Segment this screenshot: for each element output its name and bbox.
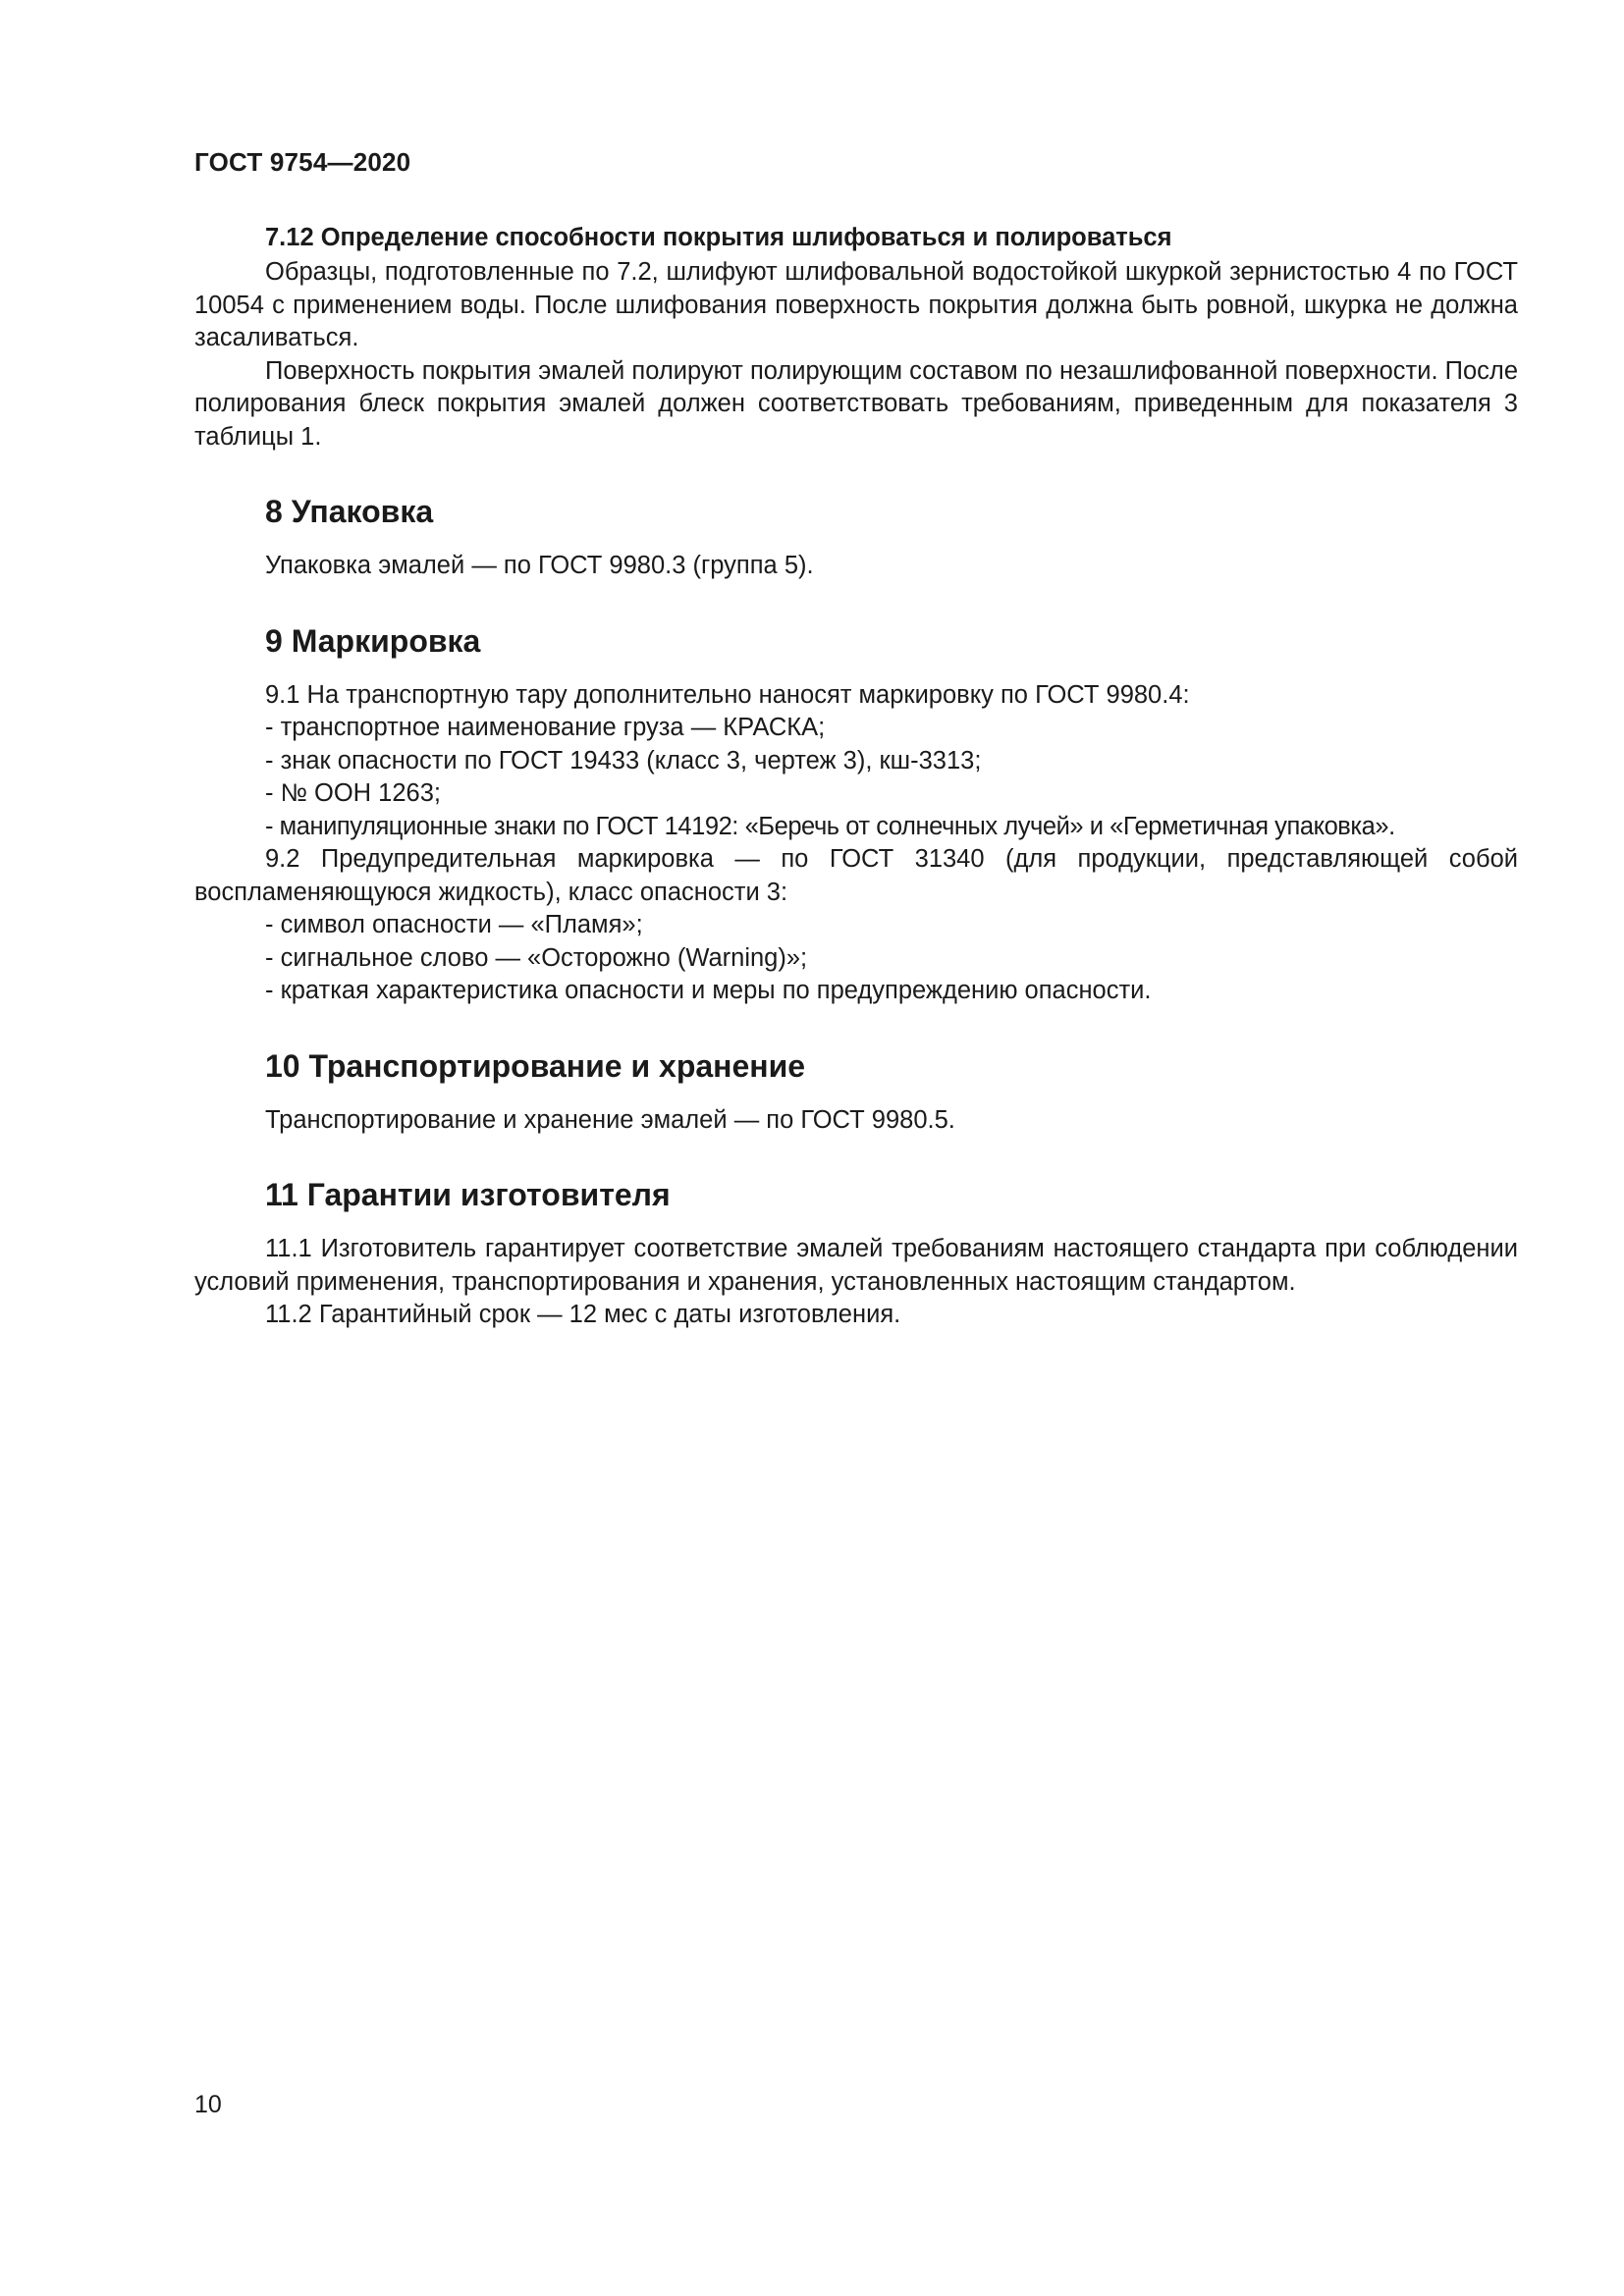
list-item: - транспортное наименование груза — КРАСКА; (265, 714, 826, 741)
list-item: - краткая характеристика опасности и меры по предупреждению опасности. (265, 977, 1152, 1004)
paragraph-9-2: 9.2 Предупредительная маркировка — по ГОСТ 31340 (для продукции, представляющей собой воспламеняющуюся жидкость), класс опасности 3: (194, 845, 1518, 906)
paragraph-8-1: Упаковка эмалей — по ГОСТ 9980.3 (группа 5). (265, 552, 814, 579)
section-11 (194, 1175, 1518, 1332)
list-item: - сигнальное слово — «Осторожно (Warning)»; (265, 943, 808, 972)
paragraph-11-2: 11.2 Гарантийный срок — 12 мес с даты изготовления. (265, 1301, 901, 1328)
section-8 (194, 492, 1518, 583)
paragraph-9-1: 9.1 На транспортную тару дополнительно наносят маркировку по ГОСТ 9980.4: (265, 680, 1190, 709)
standard-header: ГОСТ 9754—2020 (194, 147, 411, 177)
paragraph-11-1: 11.1 Изготовитель гарантирует соответствие эмалей требованиям настоящего стандарта при соблюдении условий применения, транспортирования и хранения, установленных настоящим стандартом. (194, 1235, 1518, 1296)
list-item: - символ опасности — «Пламя»; (265, 911, 643, 938)
section-10 (194, 1046, 1518, 1138)
section-7-12 (194, 222, 1518, 454)
paragraph-7-12-2: Поверхность покрытия эмалей полируют полирующим составом по незашлифованной поверхности. После полирования блеск покрытия эмалей должен соответствовать требованиям, приведенным для показателя 3 таблицы 1. (194, 356, 1518, 451)
section-title-9: 9 Маркировка (265, 622, 481, 659)
section-title-8: 8 Упаковка (265, 494, 434, 529)
list-item: - манипуляционные знаки по ГОСТ 14192: «Беречь от солнечных лучей» и «Герметичная упаковка». (265, 812, 1395, 840)
paragraph-10-1: Транспортирование и хранение эмалей — по ГОСТ 9980.5. (265, 1105, 955, 1134)
section-title-10: 10 Транспортирование и хранение (265, 1047, 806, 1084)
subsection-title-7-12: 7.12 Определение способности покрытия шлифоваться и полироваться (265, 224, 1172, 251)
list-item: - знак опасности по ГОСТ 19433 (класс 3, чертеж 3), кш-3313; (265, 746, 982, 774)
list-item: - № ООН 1263; (265, 779, 441, 807)
page-number: 10 (194, 2091, 222, 2118)
document-body (194, 222, 1518, 1332)
section-9 (194, 621, 1518, 1008)
section-title-11: 11 Гарантии изготовителя (265, 1177, 671, 1212)
paragraph-7-12-1: Образцы, подготовленные по 7.2, шлифуют шлифовальной водостойкой шкуркой зернистостью 4 по ГОСТ 10054 с применением воды. После шлифования поверхность покрытия должна быть ровной, шкурка не должна засаливаться. (194, 258, 1518, 351)
